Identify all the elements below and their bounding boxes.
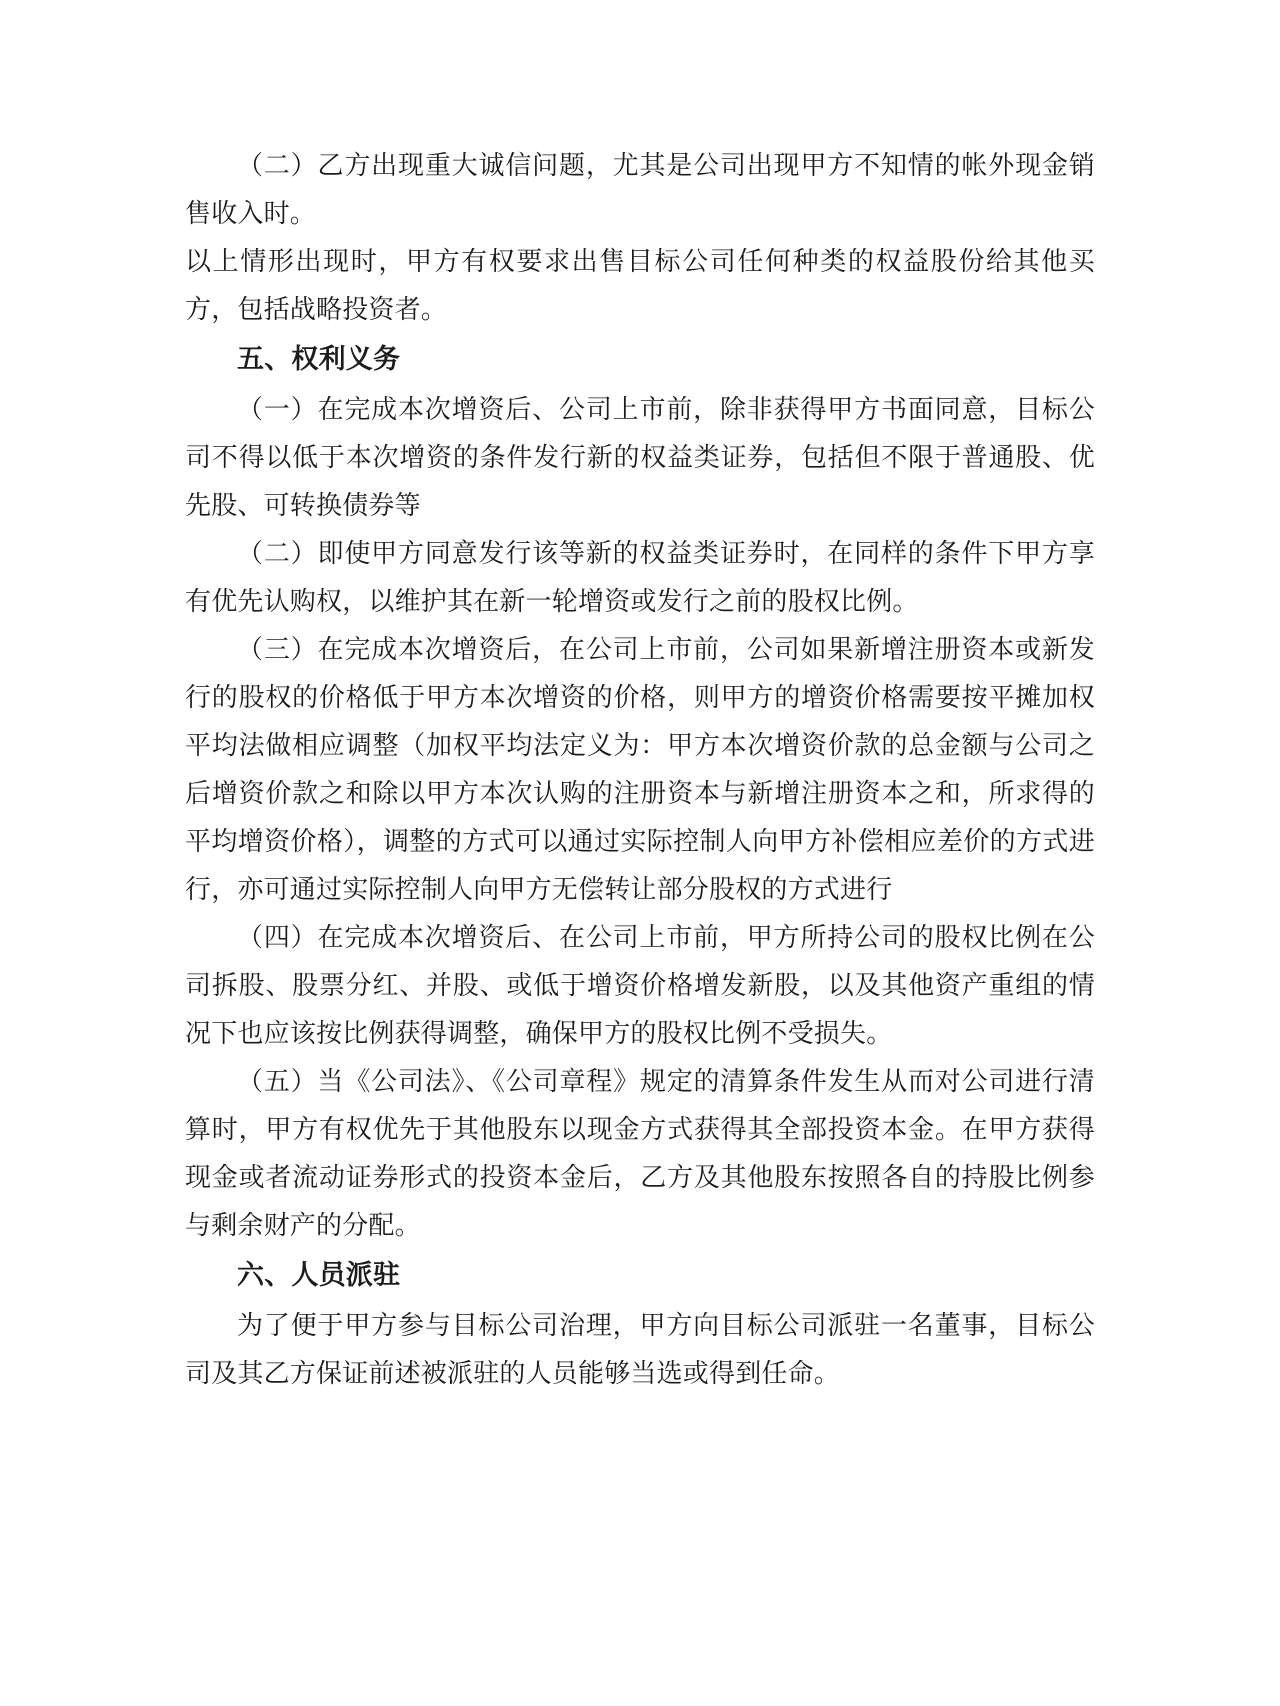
document-body xyxy=(185,142,1095,1398)
paragraph-clause-6-1: 为了便于甲方参与目标公司治理，甲方向目标公司派驻一名董事，目标公司及其乙方保证前述被派驻的人员能够当选或得到任命。 xyxy=(185,1311,1095,1389)
section-heading-rights-obligations: 五、权利义务 xyxy=(237,344,401,375)
paragraph-consequence: 以上情形出现时，甲方有权要求出售目标公司任何种类的权益股份给其他买方，包括战略投资者。 xyxy=(185,247,1095,325)
paragraph-clause-5-1: （一）在完成本次增资后、公司上市前，除非获得甲方书面同意，目标公司不得以低于本次增资的条件发行新的权益类证券，包括但不限于普通股、优先股、可转换债券等 xyxy=(185,395,1095,521)
section-heading-personnel-dispatch: 六、人员派驻 xyxy=(237,1260,401,1291)
paragraph-clause-5-4: （四）在完成本次增资后、在公司上市前，甲方所持公司的股权比例在公司拆股、股票分红、并股、或低于增资价格增发新股，以及其他资产重组的情况下也应该按比例获得调整，确保甲方的股权比例不受损失。 xyxy=(185,923,1095,1049)
paragraph-clause-5-3: （三）在完成本次增资后，在公司上市前，公司如果新增注册资本或新发行的股权的价格低于甲方本次增资的价格，则甲方的增资价格需要按平摊加权平均法做相应调整（加权平均法定义为：甲方本次增资价款的总金额与公司之后增资价款之和除以甲方本次认购的注册资本与新增注册资本之和，所求得的平均增资价格），调整的方式可以通过实际控制人向甲方补偿相应差价的方式进行，亦可通过实际控制人向甲方无偿转让部分股权的方式进行 xyxy=(185,635,1095,905)
paragraph-clause-5-5: （五）当《公司法》、《公司章程》规定的清算条件发生从而对公司进行清算时，甲方有权优先于其他股东以现金方式获得其全部投资本金。在甲方获得现金或者流动证券形式的投资本金后，乙方及其他股东按照各自的持股比例参与剩余财产的分配。 xyxy=(185,1067,1095,1241)
paragraph-clause-5-2: （二）即使甲方同意发行该等新的权益类证券时，在同样的条件下甲方享有优先认购权，以维护其在新一轮增资或发行之前的股权比例。 xyxy=(185,539,1095,617)
paragraph-clause-2-integrity: （二）乙方出现重大诚信问题，尤其是公司出现甲方不知情的帐外现金销售收入时。 xyxy=(185,151,1095,229)
